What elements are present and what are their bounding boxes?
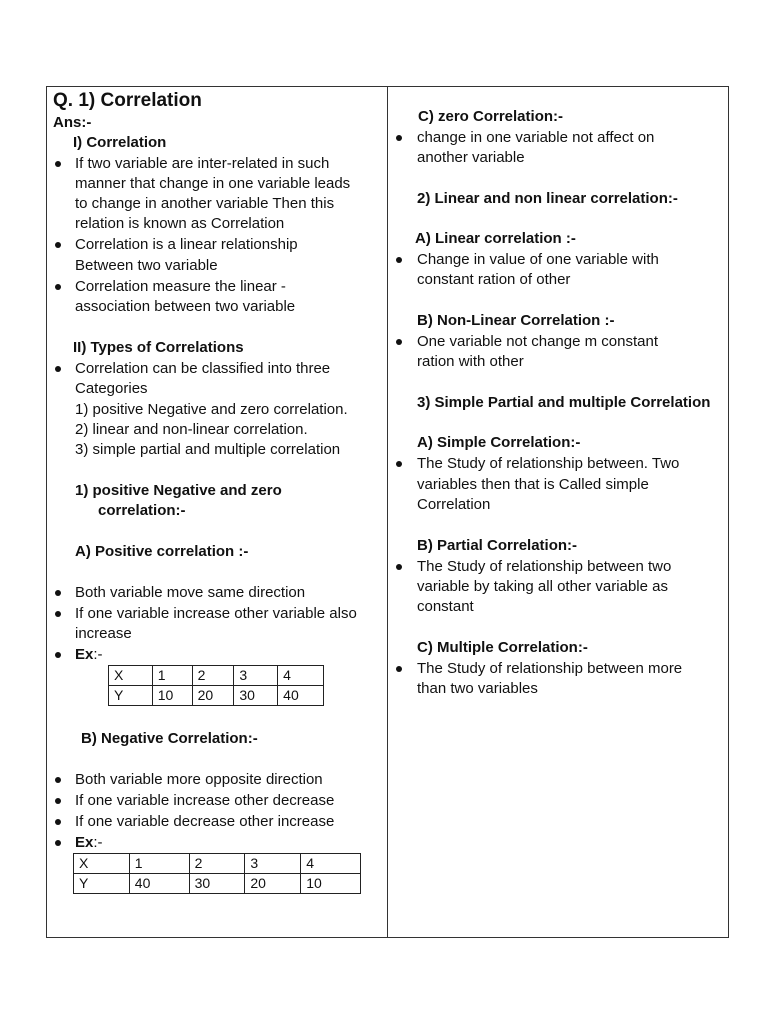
positive-example-table — [108, 665, 324, 706]
bullet-text: constant ration of other — [417, 271, 571, 288]
types-list-item: 2) linear and non-linear correlation. — [75, 421, 308, 438]
bullet-icon — [396, 564, 402, 570]
table-cell: 1 — [129, 854, 189, 874]
table-row — [109, 686, 324, 706]
negative-example-table — [73, 853, 361, 894]
bullet-text: If one variable increase other decrease — [75, 792, 335, 809]
bullet-text: Correlation measure the linear - — [75, 278, 286, 295]
table-row — [74, 854, 361, 874]
bullet-text: Change in value of one variable with — [417, 251, 659, 268]
bullet-text: Correlation — [417, 496, 491, 513]
table-cell: 10 — [152, 686, 192, 706]
ans-label: Ans:- — [53, 114, 92, 131]
negative-correlation-heading: B) Negative Correlation:- — [81, 730, 258, 747]
bullet-icon — [55, 284, 61, 290]
bullet-text: If one variable increase other variable also — [75, 605, 357, 622]
bullet-text: ration with other — [417, 353, 524, 370]
positive-correlation-heading: A) Positive correlation :- — [75, 543, 249, 560]
bullet-text: Both variable more opposite direction — [75, 771, 323, 788]
bullet-text: association between two variable — [75, 298, 296, 315]
bullet-text: Between two variable — [75, 257, 218, 274]
bullet-icon — [55, 777, 61, 783]
bullet-text: change in one variable not affect on — [417, 129, 655, 146]
linear-nonlinear-heading: 2) Linear and non linear correlation:- — [417, 190, 678, 207]
bullet-text: relation is known as Correlation — [75, 215, 285, 232]
bullet-icon — [396, 135, 402, 141]
bullet-text: than two variables — [417, 680, 538, 697]
bullet-icon — [55, 611, 61, 617]
nonlinear-correlation-heading: B) Non-Linear Correlation :- — [417, 312, 615, 329]
bullet-icon — [396, 257, 402, 263]
types-list-item: 3) simple partial and multiple correlation — [75, 441, 341, 458]
bullet-icon — [55, 366, 61, 372]
table-cell: 30 — [189, 874, 245, 894]
bullet-text: If two variable are inter-related in such — [75, 155, 330, 172]
types-list-item: 1) positive Negative and zero correlation. — [75, 401, 348, 418]
bullet-icon — [55, 840, 61, 846]
bullet-text: One variable not change m constant — [417, 333, 658, 350]
bullet-text: Both variable move same direction — [75, 584, 306, 601]
example-label: Ex:- — [75, 834, 103, 851]
bullet-text: to change in another variable Then this — [75, 195, 335, 212]
zero-correlation-heading: C) zero Correlation:- — [418, 108, 564, 125]
bullet-text: manner that change in one variable leads — [75, 175, 351, 192]
table-cell: 4 — [301, 854, 361, 874]
section-correlation-heading: I) Correlation — [73, 134, 167, 151]
bullet-icon — [396, 339, 402, 345]
bullet-text: variable by taking all other variable as — [417, 578, 668, 595]
table-cell: X — [109, 666, 153, 686]
table-cell: 2 — [192, 666, 234, 686]
bullet-icon — [55, 819, 61, 825]
table-cell: 20 — [245, 874, 301, 894]
bullet-icon — [55, 798, 61, 804]
table-cell: 4 — [278, 666, 324, 686]
bullet-icon — [55, 590, 61, 596]
table-cell: 1 — [152, 666, 192, 686]
example-label: Ex:- — [75, 646, 103, 663]
table-cell: 3 — [234, 666, 278, 686]
bullet-text: variables then that is Called simple — [417, 476, 649, 493]
simple-correlation-heading: A) Simple Correlation:- — [417, 434, 581, 451]
table-cell: 10 — [301, 874, 361, 894]
bullet-icon — [55, 652, 61, 658]
bullet-text: The Study of relationship between two — [417, 558, 672, 575]
bullet-icon — [396, 666, 402, 672]
bullet-icon — [396, 461, 402, 467]
subsection-heading: correlation:- — [98, 502, 186, 519]
partial-correlation-heading: B) Partial Correlation:- — [417, 537, 578, 554]
bullet-text: If one variable decrease other increase — [75, 813, 335, 830]
table-cell: 3 — [245, 854, 301, 874]
table-row — [109, 666, 324, 686]
bullet-text: Categories — [75, 380, 148, 397]
subsection-heading: 1) positive Negative and zero — [75, 482, 282, 499]
bullet-text: Correlation is a linear relationship — [75, 236, 298, 253]
section-types-heading: II) Types of Correlations — [73, 339, 244, 356]
column-divider — [387, 86, 388, 938]
linear-correlation-heading: A) Linear correlation :- — [415, 230, 576, 247]
table-cell: 2 — [189, 854, 245, 874]
table-cell: 40 — [129, 874, 189, 894]
bullet-text: another variable — [417, 149, 525, 166]
table-cell: 40 — [278, 686, 324, 706]
table-cell: 30 — [234, 686, 278, 706]
bullet-icon — [55, 161, 61, 167]
bullet-text: The Study of relationship between more — [417, 660, 683, 677]
table-cell: Y — [74, 874, 130, 894]
question-title: Q. 1) Correlation — [53, 90, 202, 111]
table-cell: Y — [109, 686, 153, 706]
simple-partial-multiple-heading: 3) Simple Partial and multiple Correlation — [417, 394, 711, 411]
multiple-correlation-heading: C) Multiple Correlation:- — [417, 639, 588, 656]
table-cell: 20 — [192, 686, 234, 706]
table-row — [74, 874, 361, 894]
bullet-text: increase — [75, 625, 132, 642]
bullet-text: The Study of relationship between. Two — [417, 455, 680, 472]
bullet-text: constant — [417, 598, 474, 615]
bullet-icon — [55, 242, 61, 248]
table-cell: X — [74, 854, 130, 874]
bullet-text: Correlation can be classified into three — [75, 360, 331, 377]
